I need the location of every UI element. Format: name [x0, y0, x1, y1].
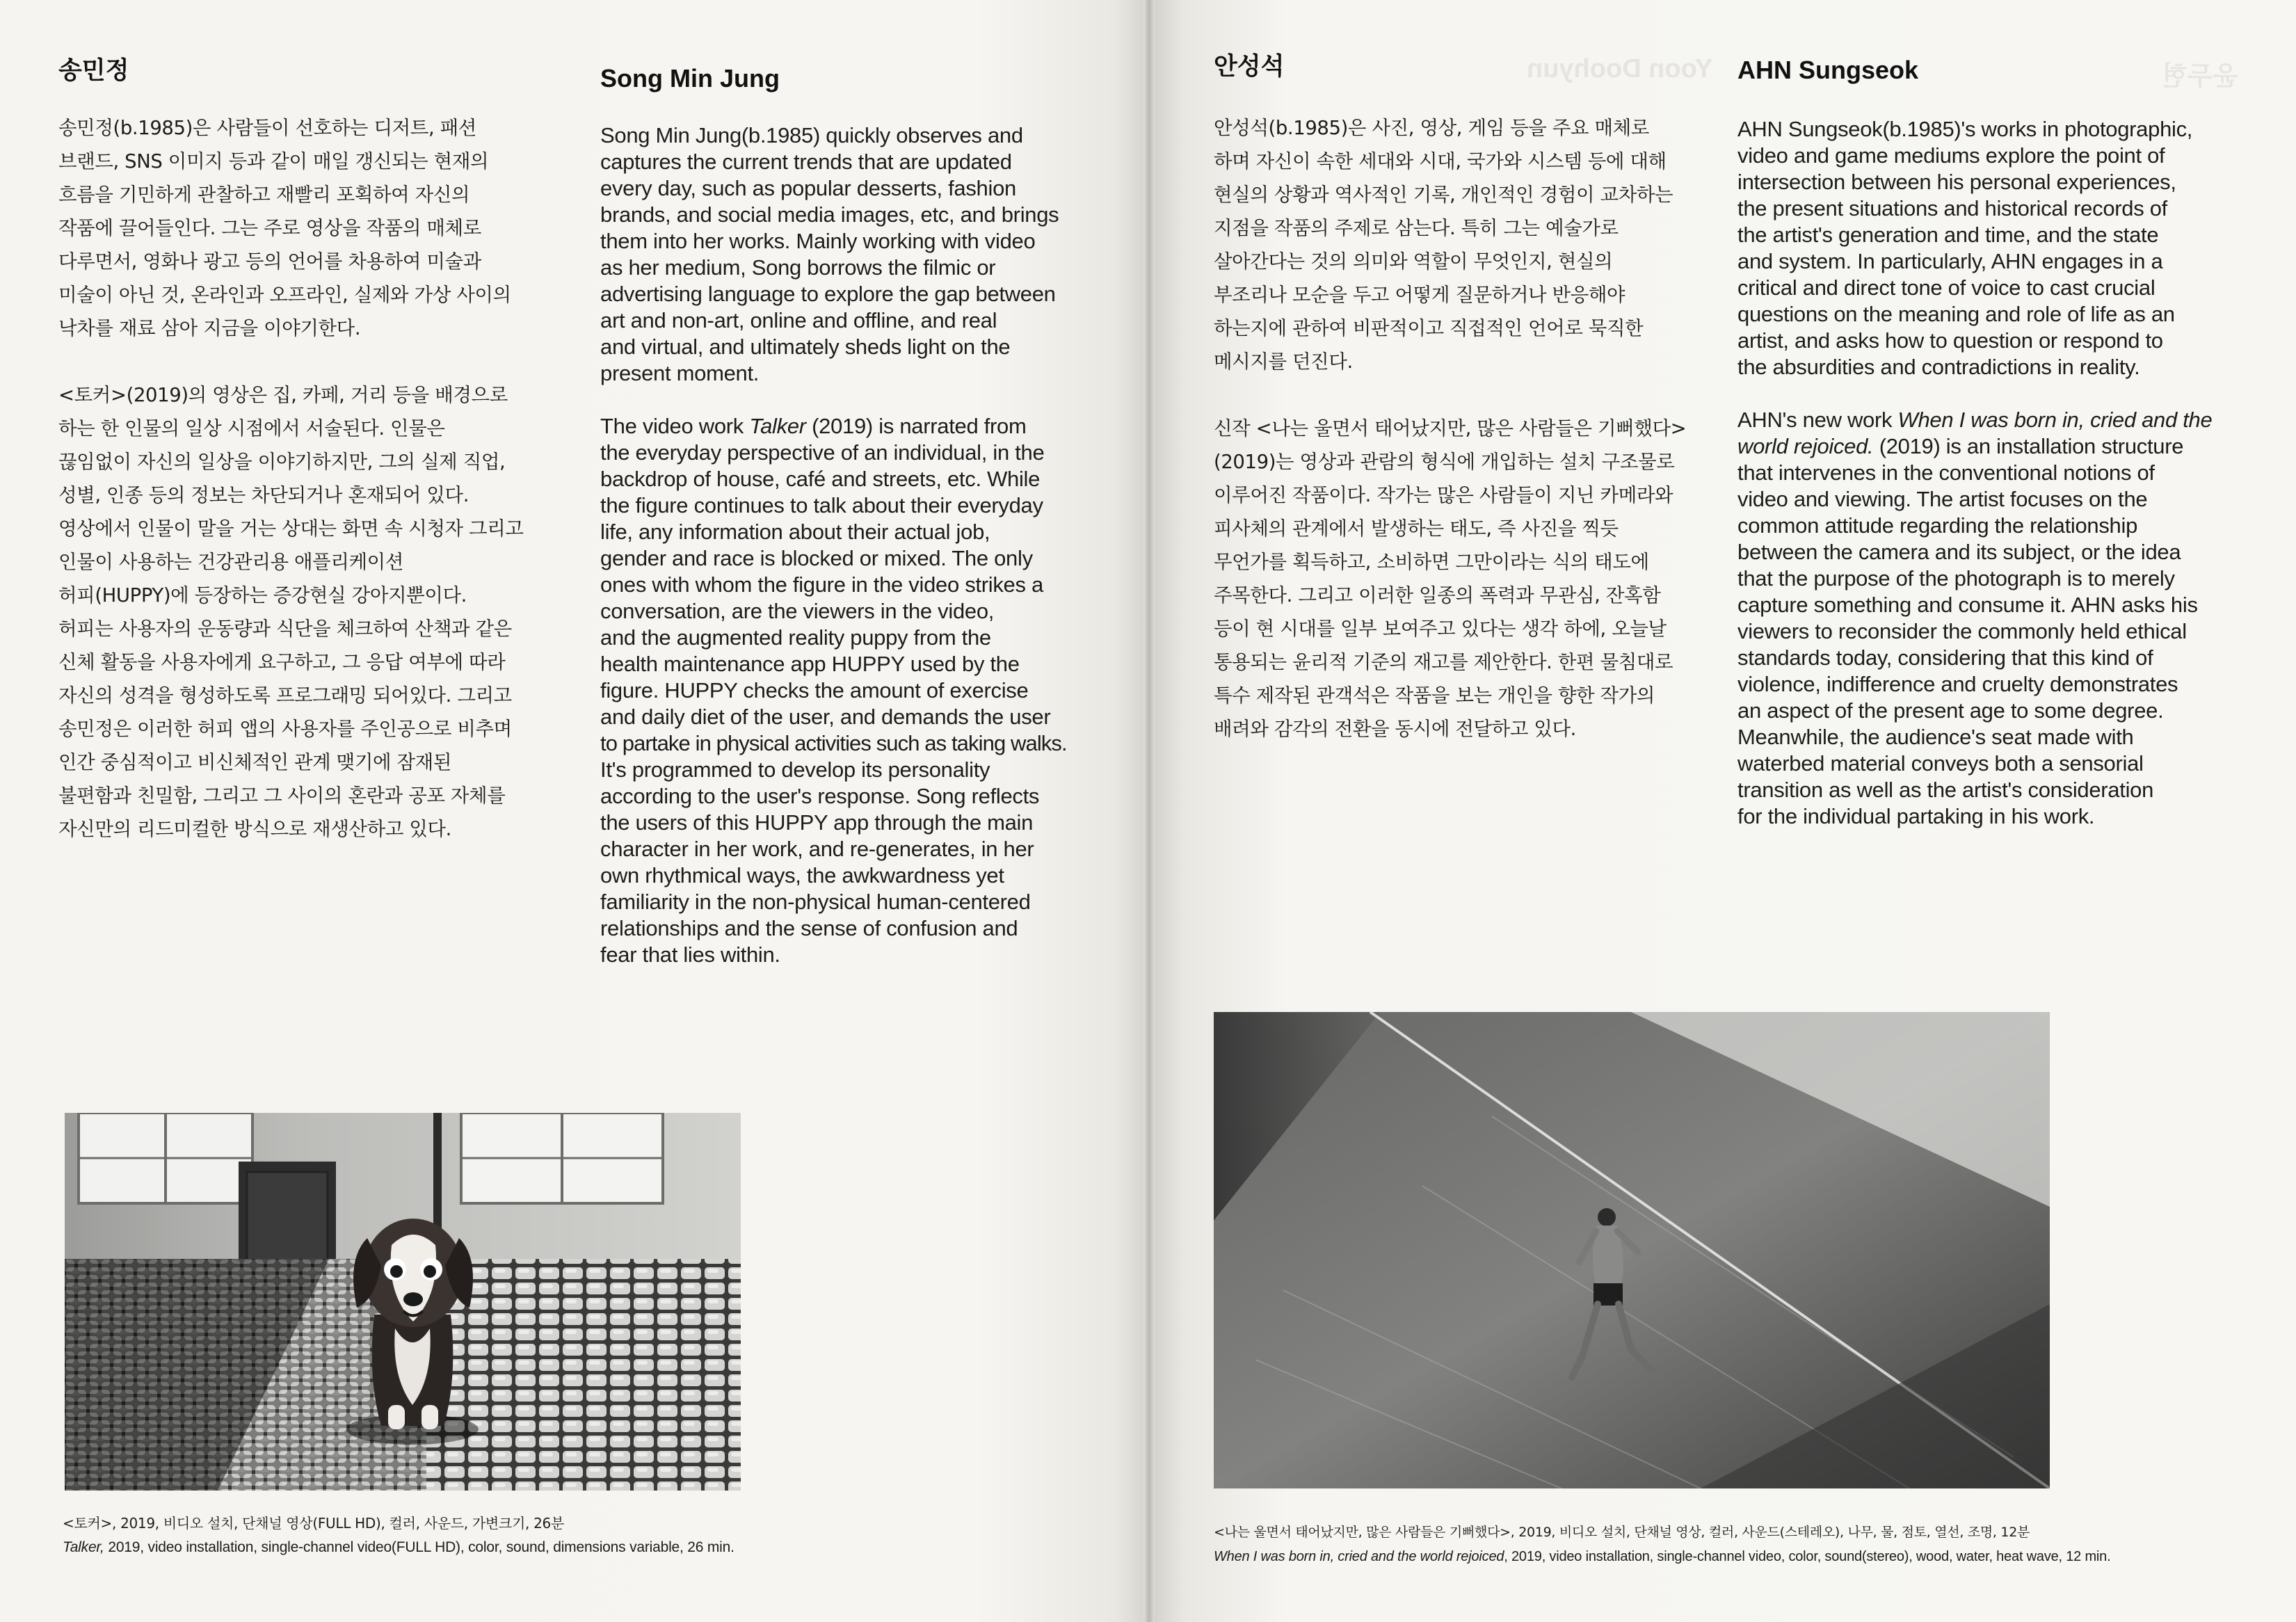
text-line: 지점을 작품의 주제로 삼는다. 특히 그는 예술가로 [1214, 217, 1619, 239]
text-line: 무언가를 획득하고, 소비하면 그만이라는 식의 태도에 [1214, 551, 1649, 573]
caption-korean: <나는 울면서 태어났지만, 많은 사람들은 기뻐했다>, 2019, 비디오 설치, 단채널 영상, 컬러, 사운드(스테레오), 나무, 물, 점토, 열선, 조명, 12분 [1214, 1525, 2030, 1540]
text-line: 하는지에 관하여 비판적이고 직접적인 언어로 묵직한 [1214, 317, 1644, 339]
caption-korean: <토커>, 2019, 비디오 설치, 단채널 영상(FULL HD), 컬러, 사운드, 가변크기, 26분 [63, 1515, 564, 1532]
text-line: 성별, 인종 등의 정보는 차단되거나 혼재되어 있다. [58, 484, 469, 506]
text-run: (2019) is narrated from [805, 414, 1027, 438]
text-line: backdrop of house, café and streets, etc. While [600, 467, 1041, 491]
text-line: 하며 자신이 속한 세대와 시대, 국가와 시스템 등에 대해 [1214, 150, 1667, 172]
text-line: Meanwhile, the audience's seat made with [1737, 725, 2134, 749]
text-line: video and viewing. The artist focuses on the [1737, 487, 2148, 511]
text-line: 낙차를 재료 삼아 지금을 이야기한다. [58, 317, 361, 339]
caption-details: , 2019, video installation, single-channel video, color, sound(stereo), wood, water, heat wave, 12 min. [1504, 1549, 2111, 1564]
text-line: captures the current trends that are updated [600, 150, 1012, 174]
text-line: 불편함과 친밀함, 그리고 그 사이의 혼란과 공포 자체를 [58, 785, 506, 807]
text-line [600, 413, 1108, 440]
text-line: brands, and social media images, etc, and brings [600, 202, 1059, 227]
when-i-was-born-still-graphic [1214, 1012, 2050, 1488]
text-line: the artist's generation and time, and the state [1737, 223, 2159, 247]
caption-english [63, 1536, 734, 1559]
text-line: figure. HUPPY checks the amount of exercise [600, 678, 1029, 702]
text-line: 끊임없이 자신의 일상을 이야기하지만, 그의 실제 직업, [58, 451, 506, 473]
text-line: gender and race is blocked or mixed. The only [600, 546, 1033, 570]
korean-heading-song: 송민정 [58, 57, 129, 85]
text-line: between the camera and its subject, or the idea [1737, 540, 2181, 564]
text-line: ones with whom the figure in the video strikes a [600, 572, 1043, 597]
text-run: The video work [600, 414, 750, 438]
text-line: 살아간다는 것의 의미와 역할이 무엇인지, 현실의 [1214, 250, 1613, 273]
caption-english [1214, 1545, 2110, 1568]
text-line: own rhythmical ways, the awkwardness yet [600, 863, 1004, 888]
text-line: 부조리나 모순을 두고 어떻게 질문하거나 반응해야 [1214, 284, 1625, 306]
text-line: 안성석(b.1985)은 사진, 영상, 게임 등을 주요 매체로 [1214, 117, 1649, 139]
talker-still-image [65, 1113, 741, 1491]
text-line: them into her works. Mainly working with video [600, 229, 1036, 253]
text-line: health maintenance app HUPPY used by the [600, 652, 1020, 676]
text-line: and system. In particularly, AHN engages in a [1737, 249, 2163, 273]
korean-heading-ahn: 안성석 [1214, 53, 1285, 81]
text-line: 인간 중심적이고 비신체적인 관계 맺기에 잠재된 [58, 751, 452, 773]
text-line: 흐름을 기민하게 관찰하고 재빨리 포획하여 자신의 [58, 184, 470, 206]
text-line: relationships and the sense of confusion and [600, 916, 1018, 940]
text-line: 작품에 끌어들인다. 그는 주로 영상을 작품의 매체로 [58, 217, 481, 239]
ghost-heading-korean: 윤두현 [2162, 62, 2239, 91]
text-line: 송민정(b.1985)은 사람들이 선호하는 디저트, 패션 [58, 117, 476, 139]
when-i-was-born-still-image [1214, 1012, 2050, 1488]
text-line: 메시지를 던진다. [1214, 351, 1353, 373]
text-line: 신체 활동을 사용자에게 요구하고, 그 응답 여부에 따라 [58, 651, 506, 673]
english-heading-song: Song Min Jung [600, 64, 780, 93]
english-text-ahn [1737, 116, 2252, 830]
text-line: 다루면서, 영화나 광고 등의 언어를 차용하여 미술과 [58, 250, 481, 273]
text-line: 영상에서 인물이 말을 거는 상대는 화면 속 시청자 그리고 [58, 517, 524, 540]
text-line: 송민정은 이러한 허피 앱의 사용자를 주인공으로 비추며 [58, 718, 512, 740]
text-line: 자신의 성격을 형성하도록 프로그래밍 되어있다. 그리고 [58, 684, 512, 707]
text-line: art and non-art, online and offline, and real [600, 308, 997, 332]
text-line: 등이 현 시대를 일부 보여주고 있다는 생각 하에, 오늘날 [1214, 618, 1667, 640]
text-line: and the augmented reality puppy from the [600, 625, 991, 650]
caption-work-title: When I was born in, cried and the world rejoiced [1214, 1549, 1504, 1564]
text-line: 배려와 감각의 전환을 동시에 전달하고 있다. [1214, 718, 1577, 740]
english-heading-ahn: AHN Sungseok [1737, 56, 1919, 84]
text-line: 허피(HUPPY)에 등장하는 증강현실 강아지뿐이다. [58, 584, 467, 607]
text-line: 인물이 사용하는 건강관리용 애플리케이션 [58, 551, 403, 573]
text-line: viewers to reconsider the commonly held ethical [1737, 619, 2187, 643]
caption-when-i-was-born [1214, 1520, 2110, 1568]
text-line: 주목한다. 그리고 이러한 일종의 폭력과 무관심, 잔혹함 [1214, 584, 1661, 607]
text-line: advertising language to explore the gap between [600, 282, 1056, 306]
text-line: present moment. [600, 361, 760, 385]
english-text-song [600, 122, 1108, 968]
text-line: <토커>(2019)의 영상은 집, 카페, 거리 등을 배경으로 [58, 384, 508, 406]
text-line: and daily diet of the user, and demands the user [600, 705, 1051, 729]
text-run: AHN's new work [1737, 408, 1898, 432]
text-line: common attitude regarding the relationship [1737, 513, 2138, 538]
work-title: world rejoiced. [1737, 434, 1874, 458]
text-line: every day, such as popular desserts, fashion [600, 176, 1016, 200]
text-line: questions on the meaning and role of life as an [1737, 302, 2175, 326]
text-line: to partake in physical activities such as taking walks. [600, 731, 1067, 755]
text-line: and virtual, and ultimately sheds light on the [600, 335, 1011, 359]
text-line: standards today, considering that this kind of [1737, 645, 2153, 670]
text-line [1737, 407, 2252, 433]
text-line: 허피는 사용자의 운동량과 식단을 체크하여 산책과 같은 [58, 618, 512, 640]
text-run: (2019) is an installation structure [1873, 434, 2184, 458]
korean-text-ahn [1214, 111, 1701, 746]
text-line: waterbed material conveys both a sensorial [1737, 751, 2144, 776]
talker-still-graphic [65, 1113, 741, 1491]
text-line: 브랜드, SNS 이미지 등과 같이 매일 갱신되는 현재의 [58, 150, 489, 172]
text-line: capture something and consume it. AHN asks his [1737, 593, 2198, 617]
text-line: intersection between his personal experiences, [1737, 170, 2176, 194]
text-line: critical and direct tone of voice to cast crucial [1737, 275, 2155, 300]
text-line [1737, 433, 2252, 460]
text-line: 현실의 상황과 역사적인 기록, 개인적인 경험이 교차하는 [1214, 184, 1673, 206]
text-line: for the individual partaking in his work. [1737, 804, 2095, 828]
text-line: It's programmed to develop its personality [600, 757, 990, 782]
text-line: AHN Sungseok(b.1985)'s works in photographic, [1737, 117, 2193, 141]
text-line: video and game mediums explore the point of [1737, 143, 2165, 168]
caption-details: 2019, video installation, single-channel video(FULL HD), color, sound, dimensions variable, 26 min. [104, 1539, 734, 1555]
book-spine [1143, 0, 1155, 1622]
text-line: 피사체의 관계에서 발생하는 태도, 즉 사진을 찍듯 [1214, 517, 1619, 540]
work-title: Talker [749, 414, 806, 438]
text-line: character in her work, and re-generates, in her [600, 837, 1034, 861]
caption-talker [63, 1511, 734, 1559]
text-line: 이루어진 작품이다. 작가는 많은 사람들이 지닌 카메라와 [1214, 484, 1673, 506]
text-line: the figure continues to talk about their everyday [600, 493, 1043, 517]
text-line: 자신만의 리드미컬한 방식으로 재생산하고 있다. [58, 818, 452, 840]
text-line: transition as well as the artist's consideration [1737, 778, 2154, 802]
text-line: (2019)는 영상과 관람의 형식에 개입하는 설치 구조물로 [1214, 451, 1675, 473]
work-title: When I was born in, cried and the [1897, 408, 2213, 432]
ghost-heading-english: Yoon Doohyun [1527, 54, 1713, 83]
text-line: conversation, are the viewers in the video, [600, 599, 995, 623]
text-line: 신작 <나는 울면서 태어났지만, 많은 사람들은 기뻐했다> [1214, 417, 1687, 440]
text-line: fear that lies within. [600, 942, 780, 967]
text-line: that intervenes in the conventional notions of [1737, 460, 2155, 485]
text-line: 하는 한 인물의 일상 시점에서 서술된다. 인물은 [58, 417, 445, 440]
text-line: 통용되는 윤리적 기준의 재고를 제안한다. 한편 물침대로 [1214, 651, 1673, 673]
text-line: life, any information about their actual job, [600, 520, 990, 544]
text-line: an aspect of the present age to some degree. [1737, 698, 2164, 723]
text-line: Song Min Jung(b.1985) quickly observes and [600, 123, 1023, 147]
text-line: familiarity in the non-physical human-centered [600, 890, 1031, 914]
text-line: the present situations and historical records of [1737, 196, 2167, 220]
text-line: that the purpose of the photograph is to merely [1737, 566, 2175, 591]
text-line: artist, and asks how to question or respond to [1737, 328, 2163, 353]
text-line: the absurdities and contradictions in reality. [1737, 355, 2140, 379]
text-line: the everyday perspective of an individual, in the [600, 440, 1045, 465]
text-line: 미술이 아닌 것, 온라인과 오프라인, 실제와 가상 사이의 [58, 284, 511, 306]
korean-text-song [58, 111, 573, 846]
caption-work-title: Talker, [63, 1539, 104, 1555]
text-line: as her medium, Song borrows the filmic or [600, 255, 996, 280]
text-line: violence, indifference and cruelty demonstrates [1737, 672, 2178, 696]
text-line: according to the user's response. Song reflects [600, 784, 1040, 808]
text-line: the users of this HUPPY app through the main [600, 810, 1034, 835]
text-line: 특수 제작된 관객석은 작품을 보는 개인을 향한 작가의 [1214, 684, 1655, 707]
